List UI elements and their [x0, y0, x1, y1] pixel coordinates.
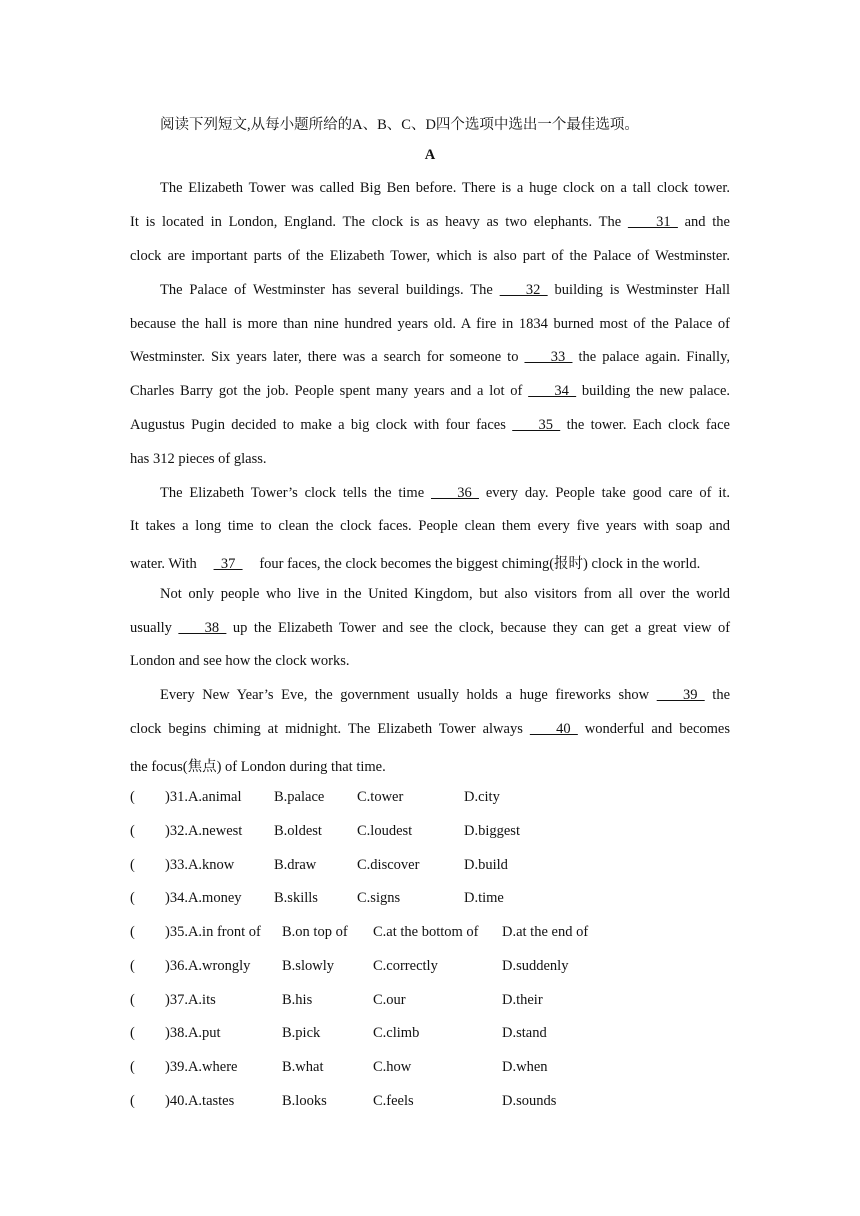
option-d[interactable]: D.time — [464, 890, 504, 906]
passage-line: Westminster. Six years later, there was a search for someone to 33 the palace again. Finally, — [130, 349, 731, 365]
answer-paren[interactable]: ( — [130, 958, 135, 974]
option-b[interactable]: B.draw — [274, 857, 317, 873]
answer-paren[interactable]: ( — [130, 789, 135, 805]
passage-line: the focus(焦点) of London during that time. — [130, 759, 386, 775]
blank-37: 37 — [213, 556, 243, 572]
passage-line: water. With 37 four faces, the clock becomes the biggest chiming(报时) clock in the world. — [130, 556, 701, 572]
answer-paren[interactable]: ( — [130, 1025, 135, 1041]
passage-line: The Palace of Westminster has several buildings. The 32 building is Westminster Hall — [160, 282, 731, 298]
option-c[interactable]: C.loudest — [357, 823, 413, 839]
option-a[interactable]: )33.A.know — [165, 857, 235, 873]
option-c[interactable]: C.discover — [357, 857, 420, 873]
passage-line: clock are important parts of the Elizabeth Tower, which is also part of the Palace of Westminster. — [130, 248, 730, 264]
option-a[interactable]: )34.A.money — [165, 890, 242, 906]
option-d[interactable]: D.their — [502, 992, 543, 1008]
option-d[interactable]: D.biggest — [464, 823, 520, 839]
blank-34: 34 — [528, 383, 577, 399]
option-a[interactable]: )38.A.put — [165, 1025, 221, 1041]
answer-paren[interactable]: ( — [130, 924, 135, 940]
option-b[interactable]: B.on top of — [282, 924, 348, 940]
option-c[interactable]: C.how — [373, 1059, 412, 1075]
passage-line: Every New Year’s Eve, the government usually holds a huge fireworks show 39 the — [160, 687, 731, 703]
option-c[interactable]: C.correctly — [373, 958, 438, 974]
option-c[interactable]: C.climb — [373, 1025, 420, 1041]
option-a[interactable]: )31.A.animal — [165, 789, 242, 805]
option-d[interactable]: D.build — [464, 857, 508, 873]
blank-38: 38 — [178, 620, 227, 636]
option-b[interactable]: B.pick — [282, 1025, 321, 1041]
option-a[interactable]: )36.A.wrongly — [165, 958, 251, 974]
option-a[interactable]: )35.A.in front of — [165, 924, 261, 940]
passage-line: Charles Barry got the job. People spent many years and a lot of 34 building the new palace. — [130, 383, 731, 399]
option-c[interactable]: C.feels — [373, 1093, 414, 1109]
blank-32: 32 — [499, 282, 548, 298]
answer-paren[interactable]: ( — [130, 857, 135, 873]
option-b[interactable]: B.skills — [274, 890, 318, 906]
option-a[interactable]: )32.A.newest — [165, 823, 243, 839]
option-b[interactable]: B.his — [282, 992, 313, 1008]
passage-line: It takes a long time to clean the clock faces. People clean them every five years with soap and — [130, 518, 730, 534]
answer-paren[interactable]: ( — [130, 1093, 135, 1109]
blank-39: 39 — [656, 687, 705, 703]
option-a[interactable]: )40.A.tastes — [165, 1093, 235, 1109]
option-b[interactable]: B.what — [282, 1059, 324, 1075]
passage-line: usually 38 up the Elizabeth Tower and see the clock, because they can get a great view of — [130, 620, 731, 636]
option-d[interactable]: D.suddenly — [502, 958, 569, 974]
option-b[interactable]: B.oldest — [274, 823, 322, 839]
passage-line: Not only people who live in the United Kingdom, but also visitors from all over the world — [160, 586, 730, 602]
passage-line: Augustus Pugin decided to make a big clock with four faces 35 the tower. Each clock face — [130, 417, 730, 433]
blank-35: 35 — [512, 417, 561, 433]
option-d[interactable]: D.at the end of — [502, 924, 589, 940]
answer-paren[interactable]: ( — [130, 890, 135, 906]
option-a[interactable]: )39.A.where — [165, 1059, 238, 1075]
option-d[interactable]: D.sounds — [502, 1093, 557, 1109]
option-d[interactable]: D.when — [502, 1059, 548, 1075]
blank-31: 31 — [627, 214, 678, 230]
option-c[interactable]: C.our — [373, 992, 406, 1008]
passage-line: has 312 pieces of glass. — [130, 451, 267, 467]
passage-line: The Elizabeth Tower was called Big Ben before. There is a huge clock on a tall clock tower. — [160, 180, 730, 196]
answer-paren[interactable]: ( — [130, 992, 135, 1008]
blank-33: 33 — [524, 349, 573, 365]
answer-paren[interactable]: ( — [130, 823, 135, 839]
passage-line: because the hall is more than nine hundred years old. A fire in 1834 burned most of the Palace of — [130, 316, 730, 332]
blank-36: 36 — [430, 485, 479, 501]
passage-line: clock begins chiming at midnight. The Elizabeth Tower always 40 wonderful and becomes — [130, 721, 730, 737]
blank-40: 40 — [529, 721, 578, 737]
option-d[interactable]: D.stand — [502, 1025, 547, 1041]
option-a[interactable]: )37.A.its — [165, 992, 216, 1008]
option-d[interactable]: D.city — [464, 789, 500, 805]
answer-paren[interactable]: ( — [130, 1059, 135, 1075]
option-c[interactable]: C.signs — [357, 890, 401, 906]
passage-line: London and see how the clock works. — [130, 653, 350, 669]
passage-line: The Elizabeth Tower’s clock tells the time 36 every day. People take good care of it. — [160, 485, 731, 501]
passage-line: It is located in London, England. The clock is as heavy as two elephants. The 31 and the — [130, 214, 730, 230]
option-b[interactable]: B.looks — [282, 1093, 327, 1109]
option-c[interactable]: C.tower — [357, 789, 404, 805]
instruction-text: 阅读下列短文,从每小题所给的A、B、C、D四个选项中选出一个最佳选项。 — [160, 117, 639, 133]
option-b[interactable]: B.palace — [274, 789, 325, 805]
section-heading: A — [424, 147, 436, 163]
option-c[interactable]: C.at the bottom of — [373, 924, 479, 940]
option-b[interactable]: B.slowly — [282, 958, 334, 974]
